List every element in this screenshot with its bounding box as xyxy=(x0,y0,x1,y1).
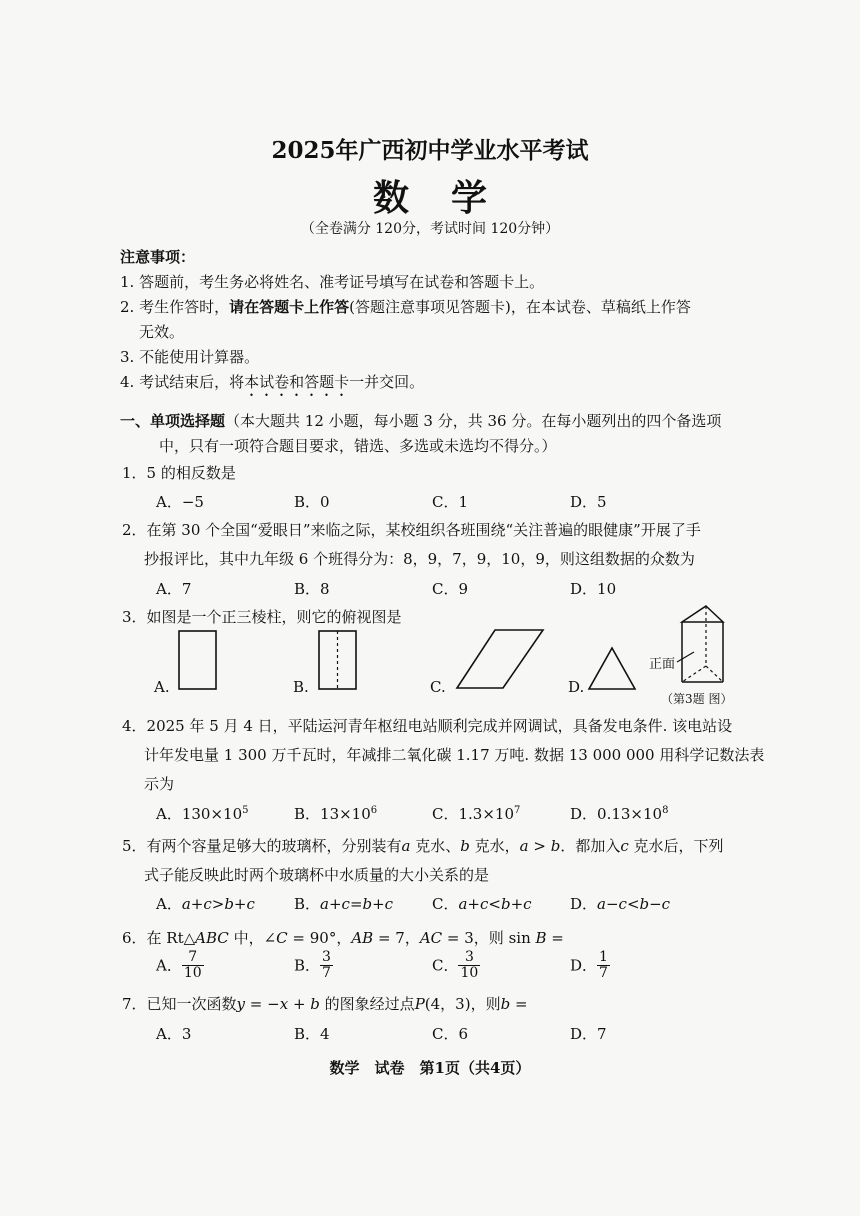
question-4-option-d-exp: 8 xyxy=(662,805,669,816)
notice-item-3: 3. 不能使用计算器。 xyxy=(120,348,260,366)
q6-text: 中，∠ xyxy=(228,929,277,947)
q3-triangular-prism-figure xyxy=(676,604,736,688)
question-5-option-d-expr: a−c<b−c xyxy=(597,895,671,913)
q7-text: = xyxy=(510,995,528,1013)
q3-front-label: 正面 xyxy=(649,657,676,672)
q3-option-a-rectangle-figure xyxy=(178,630,218,692)
question-4-option-b-label: B． xyxy=(294,805,321,823)
question-5-option-c xyxy=(432,893,532,914)
question-7-option-b: B．4 xyxy=(294,1025,330,1043)
question-3-option-c: C. xyxy=(430,678,446,696)
question-4-option-b-base: 13×10 xyxy=(320,805,371,823)
q7-text: (4，3)，则 xyxy=(424,995,501,1013)
notice-item-4-part1: 4. 考试结束后，将 xyxy=(120,373,245,391)
notice-item-2 xyxy=(120,296,691,317)
subject-title: 数学 xyxy=(372,177,529,219)
question-6-option-a xyxy=(156,950,204,980)
question-5-option-a xyxy=(156,893,255,914)
question-6-option-d-fraction xyxy=(597,950,610,980)
question-6-option-c-fraction xyxy=(458,950,480,980)
notice-item-2-part3: (答题注意事项见答题卡)，在本试卷、草稿纸上作答 xyxy=(349,298,691,316)
q5-text: 5．有两个容量足够大的玻璃杯，分别装有 xyxy=(122,837,402,855)
section-1-label: 一、单项选择题 xyxy=(120,412,226,430)
section-1-desc-line1: （本大题共 12 小题，每小题 3 分，共 36 分。在每小题列出的四个备选项 xyxy=(225,412,722,430)
question-2-option-a: A．7 xyxy=(156,580,192,598)
question-4-option-a-exp: 5 xyxy=(242,805,249,816)
question-6-option-d-label: D． xyxy=(570,956,598,975)
question-5-option-d-label: D． xyxy=(570,895,598,913)
page-footer: 数学 试卷 第1页（共4页） xyxy=(329,1059,531,1077)
notice-item-2-cont: 无效。 xyxy=(139,323,185,341)
question-4-option-c-label: C． xyxy=(432,805,459,823)
notice-item-1: 1. 答题前，考生务必将姓名、准考证号填写在试卷和答题卡上。 xyxy=(120,273,545,291)
q6-var: C xyxy=(276,929,288,947)
exam-info: （全卷满分 120分，考试时间 120分钟） xyxy=(300,221,560,237)
question-5-option-b-expr: a+c=b+c xyxy=(320,895,394,913)
q6-text: = 90°， xyxy=(287,929,352,947)
question-6-option-d xyxy=(570,950,610,980)
question-1-option-b: B．0 xyxy=(294,493,330,511)
q5-text: 克水后，下列 xyxy=(628,837,724,855)
notice-item-2-part1: 2. 考生作答时， xyxy=(120,298,230,316)
question-5-option-b-label: B． xyxy=(294,895,321,913)
fraction-numerator: 3 xyxy=(458,950,480,966)
question-4-option-b-exp: 6 xyxy=(370,805,378,816)
q7-var: P xyxy=(414,995,425,1013)
question-5-option-c-label: C． xyxy=(432,895,459,913)
question-6-option-a-label: A． xyxy=(156,956,182,975)
notice-item-4-emphasis: 本试卷和答题卡 xyxy=(244,373,350,391)
question-3-option-d: D. xyxy=(568,678,585,696)
question-4-option-c-exp: 7 xyxy=(514,805,521,816)
question-6-option-c xyxy=(432,950,480,980)
question-1-option-c: C．1 xyxy=(432,493,469,511)
fraction-numerator: 3 xyxy=(322,949,331,965)
q6-text: 6．在 Rt△ xyxy=(122,929,196,947)
q3-option-c-parallelogram-figure xyxy=(455,628,545,692)
question-5-option-b xyxy=(294,893,393,914)
question-2-option-b: B．8 xyxy=(294,580,330,598)
question-1-option-a: A．−5 xyxy=(156,493,204,511)
question-5-option-c-expr: a+c<b+c xyxy=(458,895,532,913)
question-4-option-d xyxy=(570,803,668,824)
question-7-option-c: C．6 xyxy=(432,1025,469,1043)
notice-item-2-emphasis: 请在答题卡上作答 xyxy=(229,298,350,316)
fraction-denominator: 7 xyxy=(322,964,331,981)
q7-var: b xyxy=(500,995,511,1013)
question-6-option-b-label: B． xyxy=(294,956,321,975)
section-1-desc-line2: 中，只有一项符合题目要求，错选、多选或未选均不得分。） xyxy=(159,437,557,455)
question-4-stem-line2: 计年发电量 1 300 万千瓦时，年减排二氧化碳 1.17 万吨. 数据 13 000 000 用科学记数法表 xyxy=(144,746,765,764)
fraction-denominator: 10 xyxy=(460,964,479,981)
section-1-header xyxy=(120,410,721,431)
q7-var: x xyxy=(279,995,289,1013)
q3-front-label-arrow xyxy=(676,650,696,664)
question-1-option-d: D．5 xyxy=(570,493,607,511)
q3-option-d-triangle-figure xyxy=(588,646,638,692)
q6-var: B xyxy=(535,929,547,947)
question-5-option-a-label: A． xyxy=(156,895,182,913)
question-1-stem: 1．5 的相反数是 xyxy=(122,464,236,482)
fraction-numerator: 1 xyxy=(599,949,608,965)
q5-text: ．都加入 xyxy=(560,837,621,855)
notice-item-4 xyxy=(120,371,424,400)
question-2-stem-line2: 抄报评比，其中九年级 6 个班得分为：8，9，7，9，10，9，则这组数据的众数为 xyxy=(144,550,695,568)
question-6-option-a-fraction xyxy=(182,950,204,980)
q7-var: b xyxy=(310,995,320,1013)
question-7-option-d: D．7 xyxy=(570,1025,607,1043)
q7-var: y xyxy=(236,995,246,1013)
q5-text: 克水、 xyxy=(410,837,461,855)
question-6-option-b xyxy=(294,950,333,980)
question-4-option-c-base: 1.3×10 xyxy=(458,805,514,823)
question-6-option-b-fraction xyxy=(320,950,333,980)
question-7-option-a: A．3 xyxy=(156,1025,192,1043)
question-4-option-d-label: D． xyxy=(570,805,598,823)
fraction-numerator: 7 xyxy=(182,950,204,966)
exam-title: 2025年广西初中学业水平考试 xyxy=(271,137,589,164)
q6-var: AB xyxy=(351,929,374,947)
question-3-option-a: A. xyxy=(154,678,170,696)
question-4-option-b xyxy=(294,803,377,824)
question-3-stem: 3．如图是一个正三棱柱，则它的俯视图是 xyxy=(122,608,402,626)
q5-var-c: c xyxy=(620,837,629,855)
q6-text: = xyxy=(546,929,564,947)
question-4-option-a-base: 130×10 xyxy=(181,805,243,823)
question-4-option-d-base: 0.13×10 xyxy=(597,805,663,823)
question-2-stem-line1: 2．在第 30 个全国“爱眼日”来临之际，某校组织各班围绕“关注普遍的眼健康”开展了手 xyxy=(122,521,701,539)
q7-text: = − xyxy=(245,995,280,1013)
question-4-option-a xyxy=(156,803,249,824)
question-4-stem-line3: 示为 xyxy=(144,775,175,793)
q5-var-b: b xyxy=(460,837,470,855)
q5-var-a: a xyxy=(401,837,411,855)
question-5-option-a-expr: a+c>b+c xyxy=(181,895,255,913)
q5-text: 克水， xyxy=(469,837,520,855)
q7-text: + xyxy=(288,995,311,1013)
fraction-denominator: 7 xyxy=(599,964,608,981)
q6-var: ABC xyxy=(195,929,229,947)
question-4-stem-line1: 4．2025 年 5 月 4 日，平陆运河青年枢纽电站顺利完成并网调试，具备发电条件. 该电站设 xyxy=(122,717,733,735)
q6-var: AC xyxy=(419,929,443,947)
q6-text: = 7， xyxy=(373,929,420,947)
question-3-option-b: B. xyxy=(293,678,309,696)
question-7-stem xyxy=(122,993,528,1014)
question-5-stem-line2: 式子能反映此时两个玻璃杯中水质量的大小关系的是 xyxy=(144,866,490,884)
q3-figure-caption: （第3题 图） xyxy=(661,692,733,706)
fraction-denominator: 10 xyxy=(183,964,202,981)
question-2-option-d: D．10 xyxy=(570,580,617,598)
q6-text: = 3，则 sin xyxy=(442,929,536,947)
question-5-stem-line1 xyxy=(122,835,724,856)
q7-text: 的图象经过点 xyxy=(319,995,415,1013)
question-5-option-d xyxy=(570,893,670,914)
q7-text: 7．已知一次函数 xyxy=(122,995,237,1013)
question-4-option-c xyxy=(432,803,520,824)
question-6-stem xyxy=(122,927,564,948)
notice-item-4-part3: 一并交回。 xyxy=(349,373,425,391)
q5-inequality: a > b xyxy=(519,837,561,855)
notice-heading: 注意事项： xyxy=(120,248,196,266)
question-6-option-c-label: C． xyxy=(432,956,459,975)
question-4-option-a-label: A． xyxy=(156,805,182,823)
q3-option-b-rectangle-dashed-figure xyxy=(318,630,358,692)
question-2-option-c: C．9 xyxy=(432,580,469,598)
